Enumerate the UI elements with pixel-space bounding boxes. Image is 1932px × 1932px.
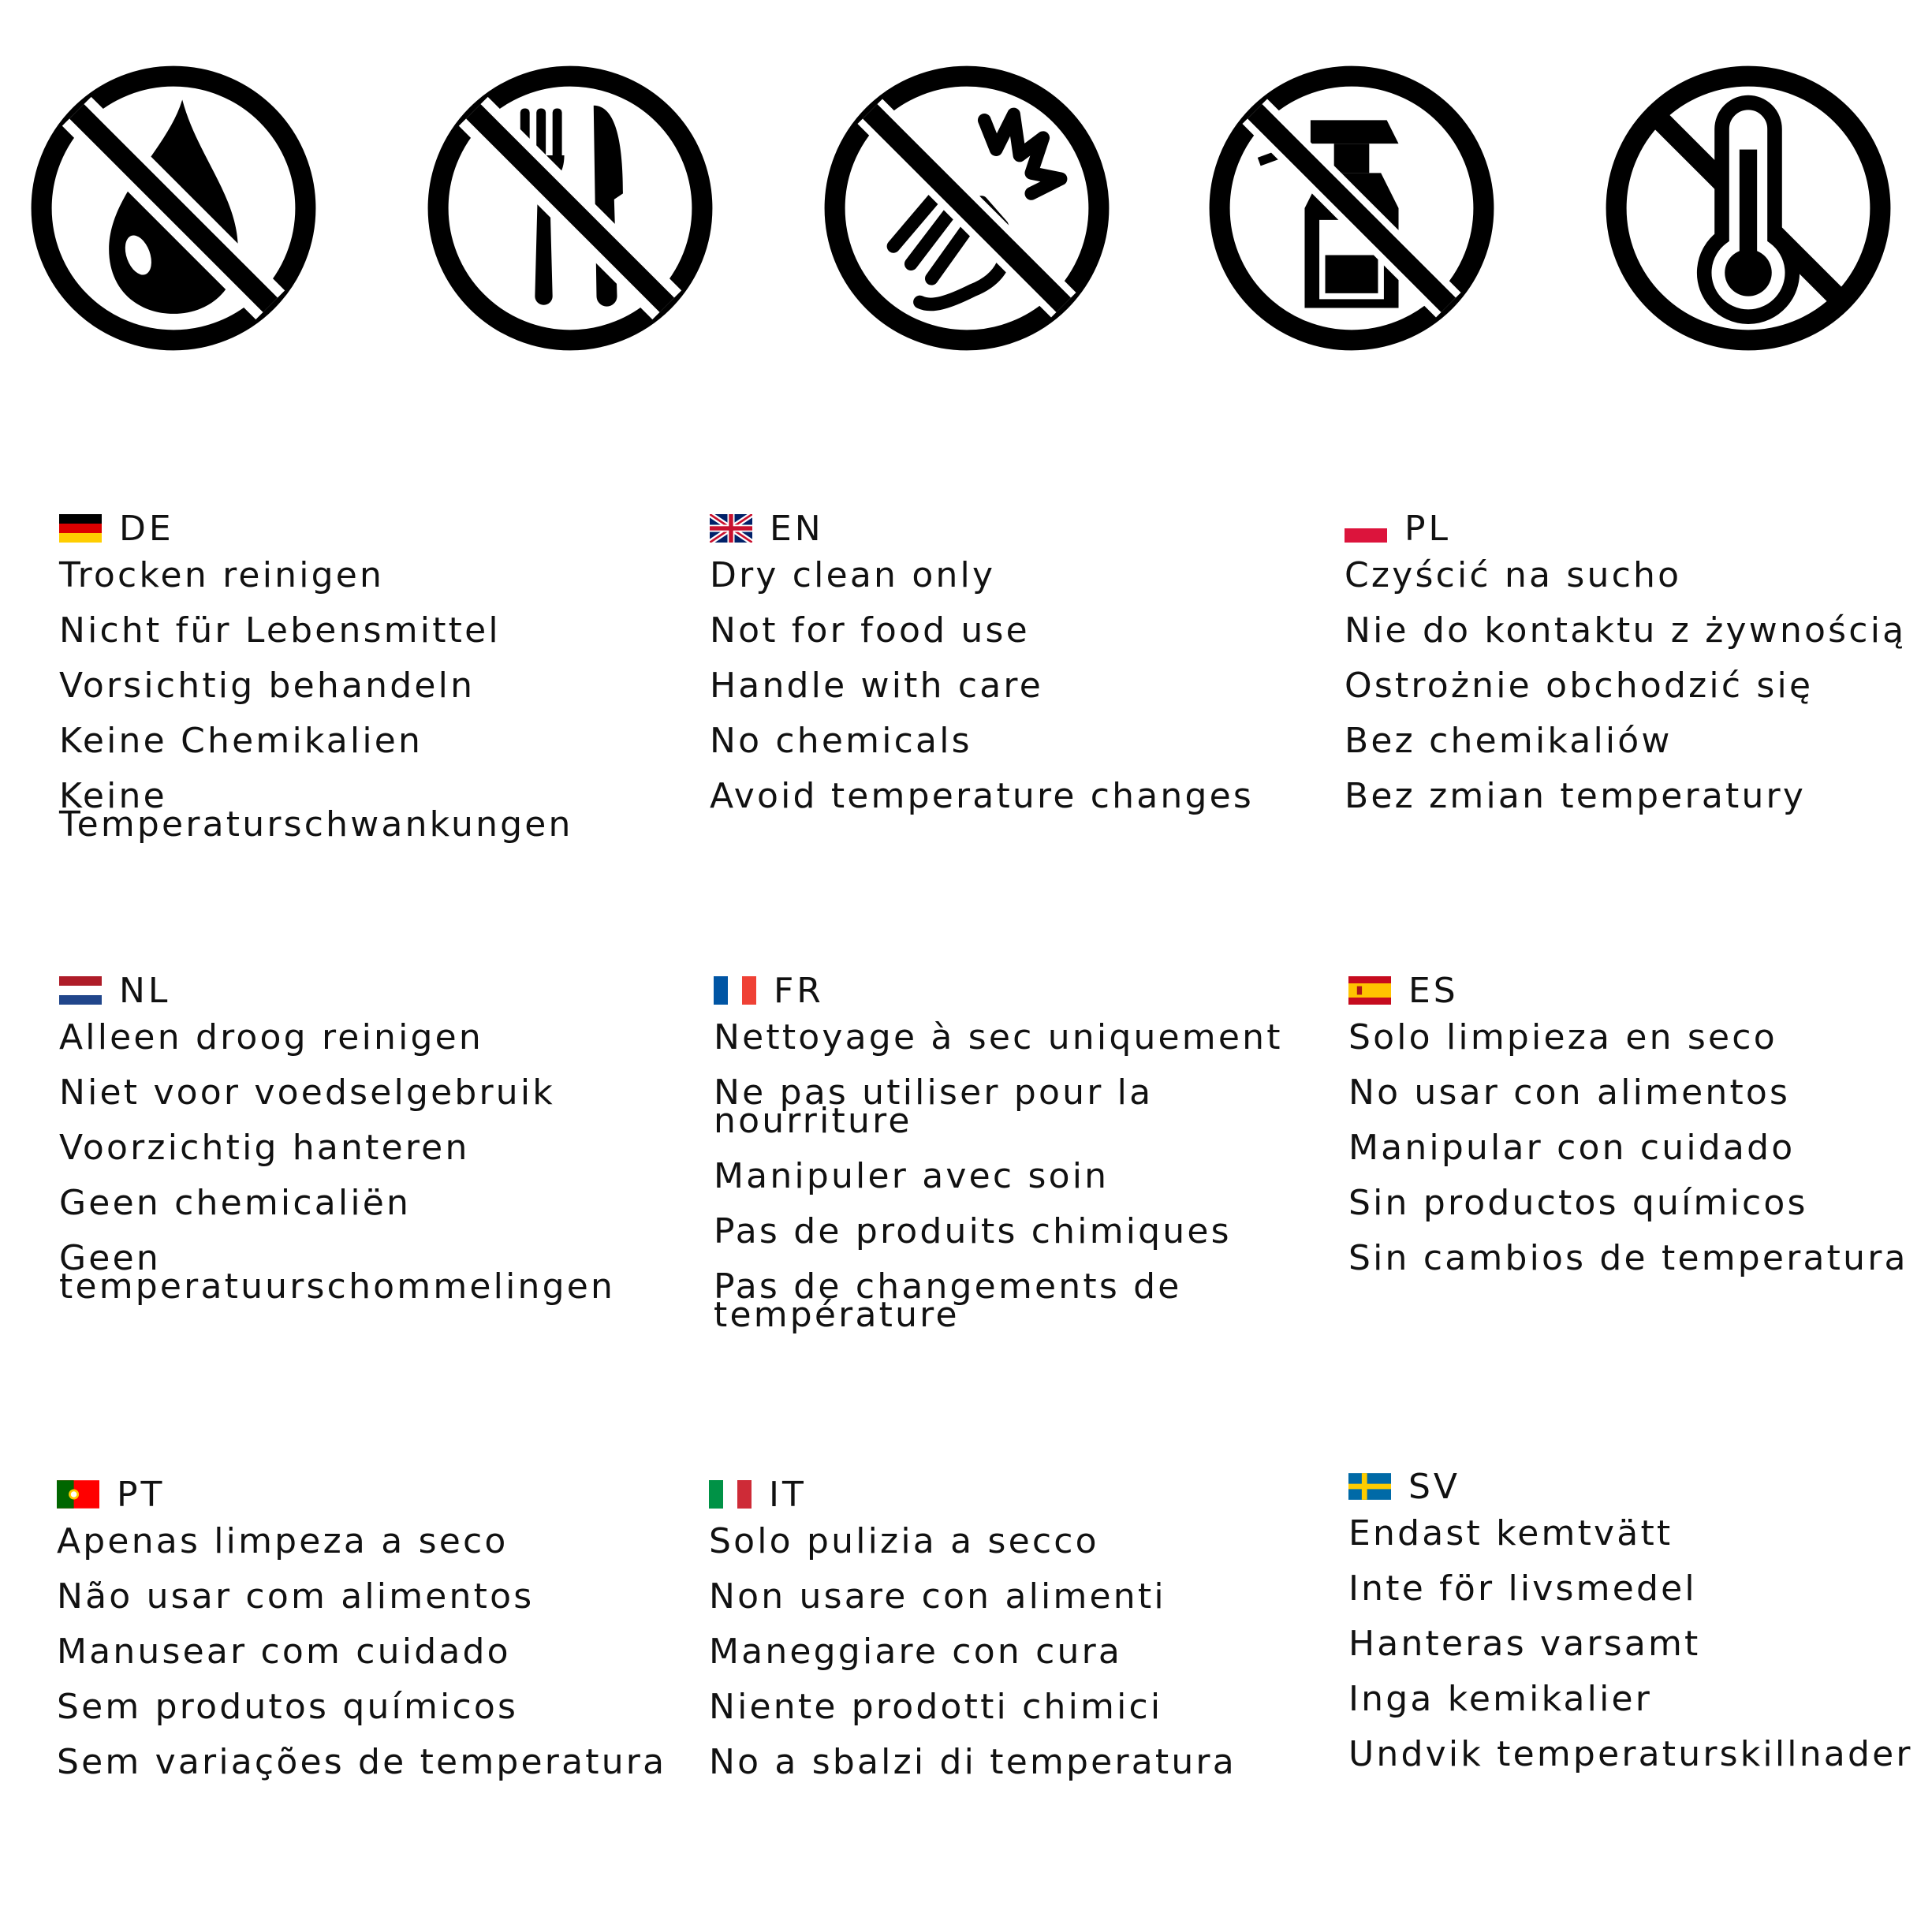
care-text: Bez zmian temperatury bbox=[1345, 776, 1807, 816]
language-block-pt bbox=[57, 1472, 688, 1782]
language-code: ES bbox=[1408, 970, 1459, 1011]
care-text: Nicht für Lebensmittel bbox=[59, 610, 501, 651]
care-text: Solo pulizia a secco bbox=[709, 1521, 1099, 1561]
care-text: Inte för livsmedel bbox=[1348, 1568, 1697, 1609]
care-text: Maneggiare con cura bbox=[709, 1632, 1123, 1672]
care-text: Manusear com cuidado bbox=[57, 1632, 511, 1672]
swedish-flag-icon bbox=[1348, 1472, 1391, 1501]
care-text: Alleen droog reinigen bbox=[59, 1017, 483, 1057]
care-text: Sem variações de temperatura bbox=[57, 1742, 667, 1782]
language-block-en bbox=[710, 506, 1341, 816]
care-text: Keine Temperaturschwankungen bbox=[59, 776, 573, 845]
care-text: Non usare con alimenti bbox=[709, 1576, 1166, 1617]
language-code: PT bbox=[117, 1474, 166, 1515]
spanish-flag-icon bbox=[1348, 976, 1391, 1005]
care-text: Solo limpieza en seco bbox=[1348, 1017, 1777, 1057]
care-text: Inga kemikalier bbox=[1348, 1679, 1653, 1719]
care-text: Undvik temperaturskillnader bbox=[1348, 1734, 1913, 1774]
care-text: Niet voor voedselgebruik bbox=[59, 1072, 555, 1113]
care-text: No chemicals bbox=[710, 721, 972, 761]
italian-flag-icon bbox=[709, 1480, 752, 1509]
language-code: EN bbox=[770, 508, 824, 549]
care-text: Sin productos químicos bbox=[1348, 1183, 1808, 1223]
no-impact-icon bbox=[820, 62, 1113, 355]
uk-flag-icon bbox=[710, 514, 752, 543]
care-text: Handle with care bbox=[710, 666, 1044, 706]
care-text: Geen chemicaliën bbox=[59, 1183, 412, 1223]
care-text: Apenas limpeza a seco bbox=[57, 1521, 509, 1561]
care-text: Sem produtos químicos bbox=[57, 1687, 519, 1727]
language-code: SV bbox=[1408, 1466, 1461, 1507]
language-block-pl bbox=[1345, 506, 1928, 816]
dutch-flag-icon bbox=[59, 976, 102, 1005]
care-text: Nettoyage à sec uniquement bbox=[714, 1017, 1283, 1057]
no-temperature-icon bbox=[1602, 62, 1895, 355]
language-code: IT bbox=[769, 1474, 807, 1515]
care-text: Bez chemikaliów bbox=[1345, 721, 1673, 761]
portuguese-flag-icon bbox=[57, 1480, 99, 1509]
care-text: Pas de changements de température bbox=[714, 1266, 1182, 1335]
care-text: Niente prodotti chimici bbox=[709, 1687, 1163, 1727]
care-text: Czyścić na sucho bbox=[1345, 555, 1682, 595]
care-text: Geen temperatuurschommelingen bbox=[59, 1238, 616, 1307]
no-food-icon bbox=[423, 62, 717, 355]
care-text: Trocken reinigen bbox=[59, 555, 385, 595]
care-text: Manipuler avec soin bbox=[714, 1156, 1110, 1196]
language-code: DE bbox=[119, 508, 174, 549]
care-text: Voorzichtig hanteren bbox=[59, 1128, 470, 1168]
care-text: Vorsichtig behandeln bbox=[59, 666, 476, 706]
language-block-it bbox=[709, 1472, 1340, 1782]
care-text: Manipular con cuidado bbox=[1348, 1128, 1796, 1168]
care-icons-row bbox=[0, 0, 1932, 410]
care-text: Pas de produits chimiques bbox=[714, 1211, 1232, 1251]
language-block-de bbox=[59, 506, 690, 845]
language-block-nl bbox=[59, 968, 690, 1307]
care-text: Nie do kontaktu z żywnością bbox=[1345, 610, 1907, 651]
care-text: No usar con alimentos bbox=[1348, 1072, 1791, 1113]
french-flag-icon bbox=[714, 976, 756, 1005]
care-text: Ne pas utiliser pour la nourriture bbox=[714, 1072, 1154, 1141]
care-text: Hanteras varsamt bbox=[1348, 1624, 1701, 1664]
care-text: Keine Chemikalien bbox=[59, 721, 423, 761]
german-flag-icon bbox=[59, 514, 102, 543]
care-text: Not for food use bbox=[710, 610, 1030, 651]
care-text: Avoid temperature changes bbox=[710, 776, 1255, 816]
language-block-es bbox=[1348, 968, 1928, 1278]
language-block-fr bbox=[714, 968, 1321, 1335]
language-block-sv bbox=[1348, 1464, 1928, 1774]
care-text: Ostrożnie obchodzić się bbox=[1345, 666, 1814, 706]
care-text: Não usar com alimentos bbox=[57, 1576, 535, 1617]
language-code: FR bbox=[774, 970, 824, 1011]
polish-flag-icon bbox=[1345, 514, 1387, 543]
care-text: No a sbalzi di temperatura bbox=[709, 1742, 1236, 1782]
care-text: Dry clean only bbox=[710, 555, 996, 595]
care-text: Endast kemtvätt bbox=[1348, 1513, 1673, 1553]
care-text: Sin cambios de temperatura bbox=[1348, 1238, 1908, 1278]
no-spray-icon bbox=[1205, 62, 1498, 355]
no-water-icon bbox=[27, 62, 320, 355]
language-code: PL bbox=[1404, 508, 1452, 549]
language-code: NL bbox=[119, 970, 171, 1011]
